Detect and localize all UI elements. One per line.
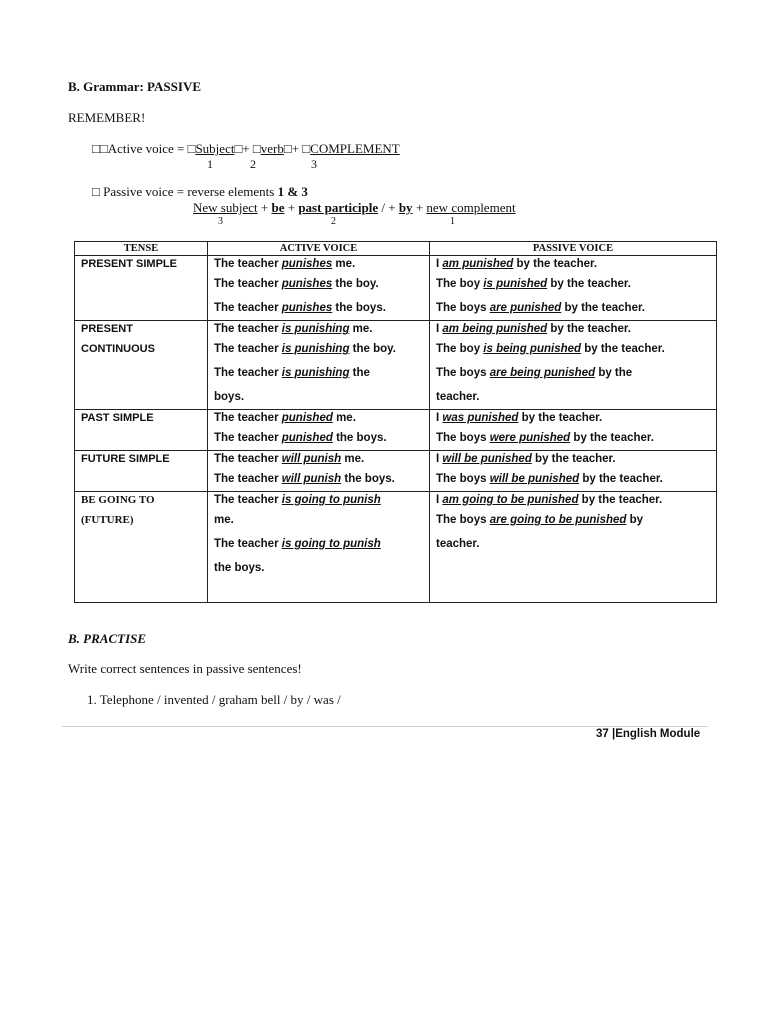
sentence-text: me.	[349, 323, 373, 335]
passive-sentence	[430, 508, 716, 532]
new-complement-term: new complement	[426, 200, 516, 215]
table-row	[75, 410, 717, 451]
practise-question-1: 1. Telephone / invented / graham bell / by / was /	[87, 692, 341, 707]
verb-phrase: will punish	[281, 453, 342, 465]
sentence-text: me.	[214, 514, 234, 526]
sentence-text: the boys.	[332, 302, 386, 314]
sentence-text: The boys	[436, 473, 490, 485]
new-subject-term: New subject	[193, 200, 258, 215]
sentence-text: by the teacher.	[570, 432, 654, 444]
sentence-text: the boys.	[332, 432, 387, 444]
section-title: B. Grammar: PASSIVE	[68, 79, 202, 94]
active-sentence	[208, 492, 429, 508]
verb-phrase: was punished	[442, 412, 519, 424]
sentence-text: I	[436, 412, 443, 424]
passive-voice-cell	[430, 492, 717, 603]
tense-label: (FUTURE)	[81, 514, 134, 526]
element-number-3: 3	[311, 157, 317, 171]
verb-phrase: am going to be punished	[442, 494, 579, 506]
passive-sentence	[430, 272, 716, 296]
sentence-text: me.	[341, 453, 365, 465]
practise-instruction: Write correct sentences in passive sentences!	[68, 661, 302, 676]
verb-phrase: are being punished	[489, 367, 596, 379]
plus-sep-2: □+ □	[283, 141, 311, 156]
sentence-text: The teacher	[214, 538, 282, 550]
sentence-text: by the teacher.	[561, 302, 645, 314]
remember-heading: REMEMBER!	[68, 110, 146, 125]
verb-phrase: punishes	[281, 258, 333, 270]
verb-phrase: punishes	[281, 278, 333, 290]
verb-term: verb	[260, 141, 284, 156]
verb-phrase: are going to be punished	[489, 514, 627, 526]
sentence-text: The boys	[436, 302, 490, 314]
tense-label: PRESENT SIMPLE	[81, 258, 177, 270]
active-sentence	[208, 467, 429, 491]
table-row	[75, 321, 717, 410]
sentence-text: The teacher	[214, 367, 282, 379]
passive-sentence	[430, 532, 716, 556]
table-row	[75, 256, 717, 321]
verb-phrase: is punishing	[281, 323, 350, 335]
header-passive-voice: PASSIVE VOICE	[430, 242, 717, 256]
active-sentence	[208, 410, 429, 426]
verb-phrase: punished	[281, 412, 333, 424]
past-participle-term: past participle	[298, 200, 379, 215]
tense-label: CONTINUOUS	[81, 343, 155, 355]
reversed-elements: 1 & 3	[277, 184, 308, 199]
active-sentence	[208, 337, 429, 361]
active-sentence	[208, 272, 429, 296]
verb-phrase: were punished	[489, 432, 571, 444]
verb-phrase: are punished	[489, 302, 562, 314]
header-active-voice: ACTIVE VOICE	[208, 242, 430, 256]
verb-phrase: punishes	[281, 302, 333, 314]
passive-sentence	[430, 492, 716, 508]
header-tense: TENSE	[75, 242, 208, 256]
sentence-text: The teacher	[214, 494, 282, 506]
formula-number-3: 3	[218, 216, 223, 227]
subject-term: Subject	[195, 141, 235, 156]
active-sentence	[208, 361, 429, 385]
complement-term: COMPLEMENT	[310, 141, 400, 156]
tense-cell	[75, 451, 208, 492]
active-voice-cell	[208, 256, 430, 321]
sentence-text: me.	[332, 258, 356, 270]
formula-number-2: 2	[331, 216, 336, 227]
sentence-text: by	[626, 514, 644, 526]
table-row	[75, 451, 717, 492]
plus-1: +	[257, 200, 272, 215]
table-row	[75, 492, 717, 603]
sentence-text: by the teacher.	[531, 453, 616, 465]
sentence-text: The teacher	[214, 453, 282, 465]
active-voice-prefix: □□Active voice = □	[92, 141, 196, 156]
sentence-text: The boy	[436, 343, 484, 355]
tense-table	[74, 241, 717, 603]
sentence-text: I	[436, 323, 443, 335]
sentence-text: The teacher	[214, 302, 282, 314]
verb-phrase: is being punished	[483, 343, 582, 355]
sentence-text: by the teacher.	[581, 343, 665, 355]
sentence-text: the boy.	[349, 343, 396, 355]
active-voice-cell	[208, 321, 430, 410]
sentence-text: The teacher	[214, 343, 282, 355]
active-voice-cell	[208, 451, 430, 492]
verb-phrase: will be punished	[442, 453, 532, 465]
sentence-text: The teacher	[214, 258, 282, 270]
passive-sentence	[430, 256, 716, 272]
sentence-text: the boys.	[341, 473, 395, 485]
sentence-text: by the teacher.	[518, 412, 603, 424]
sentence-text: The teacher	[214, 412, 282, 424]
sentence-text: by the teacher.	[547, 278, 631, 290]
sentence-text: by the teacher.	[579, 473, 663, 485]
passive-sentence	[430, 361, 716, 385]
active-sentence	[208, 556, 429, 580]
practise-title: B. PRACTISE	[68, 631, 147, 646]
footer-rule	[62, 726, 708, 727]
verb-phrase: punished	[281, 432, 333, 444]
verb-phrase: is going to punish	[281, 494, 381, 506]
sentence-text: I	[436, 494, 443, 506]
tense-cell	[75, 321, 208, 410]
page-number: 37 |English Module	[596, 728, 701, 740]
active-sentence	[208, 385, 429, 409]
passive-sentence	[430, 426, 716, 450]
sentence-text: the boy.	[332, 278, 379, 290]
active-sentence	[208, 508, 429, 532]
active-sentence	[208, 256, 429, 272]
verb-phrase: am being punished	[442, 323, 548, 335]
plus-sep-1: □+ □	[234, 141, 261, 156]
sentence-text: I	[436, 258, 443, 270]
verb-phrase: will punish	[281, 473, 342, 485]
active-sentence	[208, 296, 429, 320]
tense-cell	[75, 410, 208, 451]
passive-sentence	[430, 410, 716, 426]
element-number-2: 2	[250, 157, 256, 171]
verb-phrase: is going to punish	[281, 538, 381, 550]
sentence-text: the boys.	[214, 562, 265, 574]
passive-sentence	[430, 385, 716, 409]
tense-cell	[75, 256, 208, 321]
passive-voice-cell	[430, 256, 717, 321]
active-sentence	[208, 321, 429, 337]
verb-phrase: is punishing	[281, 343, 350, 355]
sentence-text: me.	[332, 412, 356, 424]
active-voice-formula	[92, 141, 400, 157]
tense-label: PRESENT	[81, 323, 133, 335]
sentence-text: I	[436, 453, 443, 465]
sentence-text: The teacher	[214, 432, 282, 444]
sentence-text: The boys	[436, 514, 490, 526]
active-sentence	[208, 426, 429, 450]
sentence-text: boys.	[214, 391, 245, 403]
sentence-text: The boys	[436, 432, 490, 444]
passive-sentence	[430, 451, 716, 467]
element-number-1: 1	[207, 157, 213, 171]
tense-cell	[75, 492, 208, 603]
sentence-text: by the	[595, 367, 633, 379]
verb-phrase: will be punished	[489, 473, 580, 485]
sentence-text: The teacher	[214, 473, 282, 485]
tense-label: PAST SIMPLE	[81, 412, 154, 424]
passive-voice-rule	[92, 184, 308, 200]
tense-label: FUTURE SIMPLE	[81, 453, 170, 465]
active-voice-cell	[208, 410, 430, 451]
slash-sep: / +	[378, 200, 399, 215]
sentence-text: the	[349, 367, 370, 379]
sentence-text: The boy	[436, 278, 484, 290]
passive-sentence	[430, 467, 716, 491]
passive-sentence	[430, 296, 716, 320]
tense-label: BE GOING TO	[81, 494, 155, 506]
passive-voice-formula	[193, 200, 516, 216]
formula-number-1: 1	[450, 216, 455, 227]
active-sentence	[208, 451, 429, 467]
sentence-text: teacher.	[436, 391, 480, 403]
active-sentence	[208, 532, 429, 556]
be-term: be	[271, 200, 285, 215]
sentence-text: teacher.	[436, 538, 480, 550]
passive-voice-prefix: □ Passive voice = reverse elements	[92, 184, 278, 199]
plus-2: +	[284, 200, 299, 215]
sentence-text: The teacher	[214, 323, 282, 335]
plus-3: +	[412, 200, 427, 215]
sentence-text: The boys	[436, 367, 490, 379]
verb-phrase: is punishing	[281, 367, 350, 379]
table-header-row	[75, 242, 717, 256]
sentence-text: by the teacher.	[513, 258, 598, 270]
sentence-text: by the teacher.	[547, 323, 631, 335]
verb-phrase: is punished	[483, 278, 548, 290]
passive-voice-cell	[430, 451, 717, 492]
passive-sentence	[430, 337, 716, 361]
passive-sentence	[430, 321, 716, 337]
by-term: by	[398, 200, 413, 215]
passive-voice-cell	[430, 410, 717, 451]
sentence-text: by the teacher.	[578, 494, 663, 506]
active-voice-cell	[208, 492, 430, 603]
passive-voice-cell	[430, 321, 717, 410]
sentence-text: The teacher	[214, 278, 282, 290]
verb-phrase: am punished	[442, 258, 514, 270]
